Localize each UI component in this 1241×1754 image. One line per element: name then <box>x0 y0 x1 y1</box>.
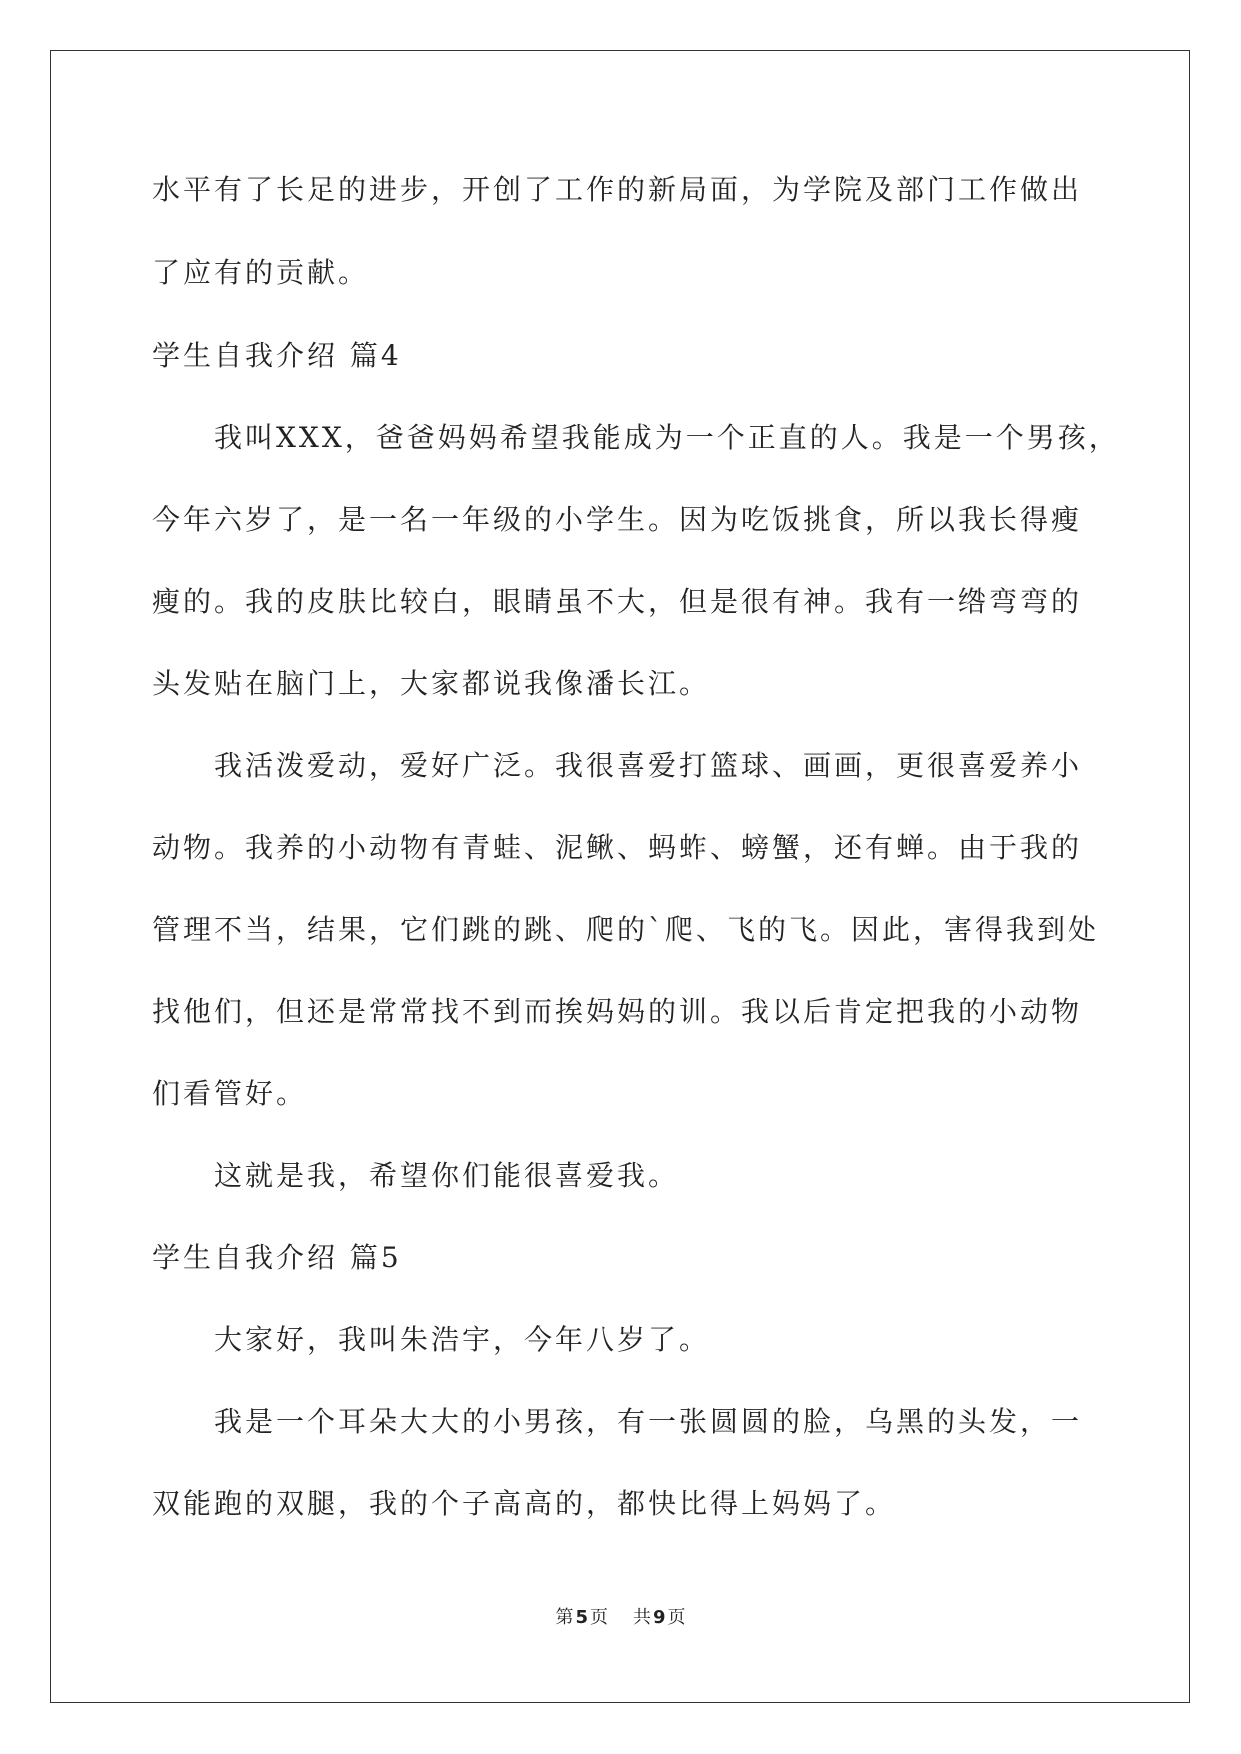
total-pages-number: 9 <box>652 1607 666 1628</box>
footer-total-prefix: 共 <box>632 1607 651 1628</box>
paragraph-line: 双能跑的双腿，我的个子高高的，都快比得上妈妈了。 <box>152 1487 897 1520</box>
footer-total-unit: 页 <box>667 1607 686 1628</box>
paragraph-line: 大家好，我叫朱浩宇，今年八岁了。 <box>214 1323 711 1356</box>
paragraph-line: 这就是我，希望你们能很喜爱我。 <box>214 1159 680 1192</box>
current-page-number: 5 <box>575 1607 589 1628</box>
paragraph-line: 们看管好。 <box>152 1077 308 1110</box>
footer-page-unit: 页 <box>590 1607 609 1628</box>
paragraph-line: 瘦的。我的皮肤比较白，眼睛虽不大，但是很有神。我有一绺弯弯的 <box>152 585 1083 618</box>
paragraph-line: 我叫XXX，爸爸妈妈希望我能成为一个正直的人。我是一个男孩， <box>214 421 1120 454</box>
section-heading: 学生自我介绍 篇4 <box>152 339 402 372</box>
page-footer <box>0 1603 1241 1629</box>
paragraph-line: 水平有了长足的进步，开创了工作的新局面，为学院及部门工作做出 <box>152 173 1083 206</box>
paragraph-line: 头发贴在脑门上，大家都说我像潘长江。 <box>152 667 711 700</box>
paragraph-line: 我是一个耳朵大大的小男孩，有一张圆圆的脸，乌黑的头发，一 <box>214 1405 1083 1438</box>
paragraph-line: 我活泼爱动，爱好广泛。我很喜爱打篮球、画画，更很喜爱养小 <box>214 749 1083 782</box>
paragraph-line: 今年六岁了，是一名一年级的小学生。因为吃饭挑食，所以我长得瘦 <box>152 503 1083 536</box>
footer-prefix: 第 <box>555 1607 574 1628</box>
paragraph-line: 找他们，但还是常常找不到而挨妈妈的训。我以后肯定把我的小动物 <box>152 995 1083 1028</box>
section-heading: 学生自我介绍 篇5 <box>152 1241 402 1274</box>
page-border <box>50 50 1190 1703</box>
paragraph-line: 了应有的贡献。 <box>152 256 370 289</box>
paragraph-line: 管理不当，结果，它们跳的跳、爬的`爬、飞的飞。因此，害得我到处 <box>152 913 1100 946</box>
paragraph-line: 动物。我养的小动物有青蛙、泥鳅、蚂蚱、螃蟹，还有蝉。由于我的 <box>152 831 1083 864</box>
